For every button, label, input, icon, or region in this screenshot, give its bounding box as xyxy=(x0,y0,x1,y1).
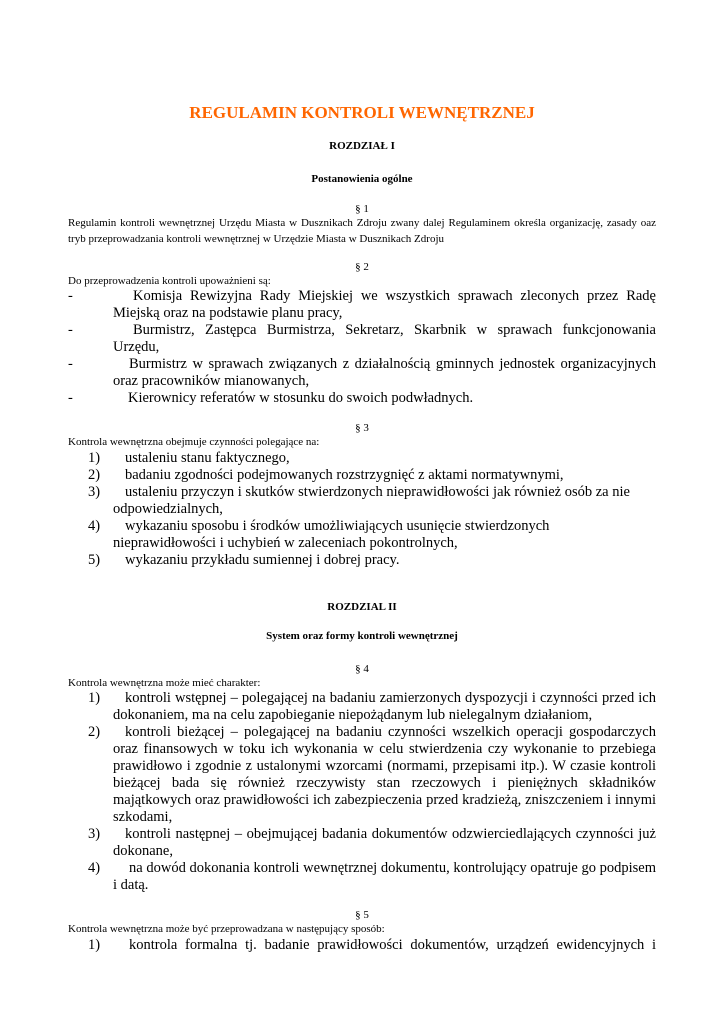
list-number: 4) xyxy=(88,860,101,876)
list-item-text: kontroli bieżącej – polegającej na badaniu czynności wszelkich operacji gospodarczych oraz finansowych w toku ich wykonania w celu stwierdzenia czy wykonanie to przebiega prawidłowo i zgodnie z ustalonymi wzorcami (normami, przepisami itp.). W czasie kontroli bieżącej bada się również rzeczywisty stan rzeczowych i pieniężnych składników majątkowych oraz prawidłowości ich zabezpieczenia przed kradzieżą, zniszczeniem i innymi szkodami, xyxy=(113,724,656,825)
list-item-text: Burmistrz w sprawach związanych z działalnością gminnych jednostek organizacyjnych oraz pracowników mianowanych, xyxy=(113,356,656,389)
list-item-text: na dowód dokonania kontroli wewnętrznej dokumentu, kontrolujący opatruje go podpisem i datą. xyxy=(113,860,656,893)
list-item xyxy=(68,484,656,518)
list-item xyxy=(68,288,656,322)
list-item xyxy=(68,467,656,484)
list-item-text: Burmistrz, Zastępca Burmistrza, Sekretarz, Skarbnik w sprawach funkcjonowania Urzędu, xyxy=(113,322,656,355)
list-item-text: badaniu zgodności podejmowanych rozstrzygnięć z aktami normatywnymi, xyxy=(125,467,564,483)
list-item xyxy=(68,356,656,390)
list-number: 4) xyxy=(88,518,101,534)
document-title: REGULAMIN KONTROLI WEWNĘTRZNEJ xyxy=(189,103,535,122)
list-item-text: kontroli następnej – obejmującej badania dokumentów odzwierciedlających czynności już dokonane, xyxy=(113,826,656,859)
list-number: 1) xyxy=(88,450,101,466)
section-3-list xyxy=(68,450,656,569)
section-2-mark: § 2 xyxy=(355,261,369,273)
section-5-list xyxy=(68,937,656,954)
section-4-mark: § 4 xyxy=(355,663,369,675)
list-number: 3) xyxy=(88,484,101,500)
list-number: 5) xyxy=(88,552,101,568)
chapter-1-heading: ROZDZIAŁ I xyxy=(329,140,395,152)
section-3-mark: § 3 xyxy=(355,422,369,434)
list-item-text: ustaleniu stanu faktycznego, xyxy=(125,450,290,466)
list-item xyxy=(68,724,656,826)
section-1-text: Regulamin kontroli wewnętrznej Urzędu Miasta w Dusznikach Zdroju zwany dalej Regulaminem określa organizację, zasady oaz tryb przeprowadzania kontroli wewnętrznej w Urzędzie Miasta w Dusznikach Zdroju xyxy=(68,217,656,245)
list-item-text: wykazaniu sposobu i środków umożliwiających usunięcie stwierdzonych nieprawidłowości i uchybień w zaleceniach pokontrolnych, xyxy=(113,518,550,551)
list-bullet: - xyxy=(68,322,73,338)
list-number: 1) xyxy=(88,690,101,706)
list-item-text: Komisja Rewizyjna Rady Miejskiej we wszystkich sprawach zleconych przez Radę Miejską oraz na podstawie planu pracy, xyxy=(113,288,656,321)
list-item-text: kontrola formalna tj. badanie prawidłowości dokumentów, urządzeń ewidencyjnych i xyxy=(129,937,656,953)
list-item xyxy=(68,860,656,894)
list-item xyxy=(68,937,656,954)
list-item-text: wykazaniu przykładu sumiennej i dobrej pracy. xyxy=(125,552,400,568)
list-item xyxy=(68,690,656,724)
list-item xyxy=(68,450,656,467)
chapter-2-heading: ROZDZIAL II xyxy=(327,601,397,613)
section-1-mark: § 1 xyxy=(355,203,369,215)
section-5-intro: Kontrola wewnętrzna może być przeprowadzana w następujący sposób: xyxy=(68,923,385,935)
list-item xyxy=(68,390,656,407)
list-number: 2) xyxy=(88,724,101,740)
list-number: 2) xyxy=(88,467,101,483)
list-item-text: Kierownicy referatów w stosunku do swoich podwładnych. xyxy=(128,390,474,406)
section-3-intro: Kontrola wewnętrzna obejmuje czynności polegające na: xyxy=(68,436,320,448)
list-item xyxy=(68,322,656,356)
list-item xyxy=(68,552,656,569)
section-4-list xyxy=(68,690,656,894)
list-bullet: - xyxy=(68,356,73,372)
list-bullet: - xyxy=(68,288,73,304)
list-item-text: ustaleniu przyczyn i skutków stwierdzonych nieprawidłowości jak również osób za nie odpowiedzialnych, xyxy=(113,484,630,517)
list-number: 3) xyxy=(88,826,101,842)
list-item xyxy=(68,518,656,552)
list-number: 1) xyxy=(88,937,101,953)
list-item-text: kontroli wstępnej – polegającej na badaniu zamierzonych dyspozycji i czynności przed ich dokonaniem, ma na celu zapobieganie niepożądanym lub nielegalnym działaniom, xyxy=(113,690,656,723)
section-2-intro: Do przeprowadzenia kontroli upoważnieni są: xyxy=(68,275,271,287)
section-4-intro: Kontrola wewnętrzna może mieć charakter: xyxy=(68,677,261,689)
chapter-2-subheading: System oraz formy kontroli wewnętrznej xyxy=(266,630,458,642)
list-bullet: - xyxy=(68,390,73,406)
section-5-mark: § 5 xyxy=(355,909,369,921)
list-item xyxy=(68,826,656,860)
section-2-list xyxy=(68,288,656,407)
chapter-1-subheading: Postanowienia ogólne xyxy=(311,173,413,185)
